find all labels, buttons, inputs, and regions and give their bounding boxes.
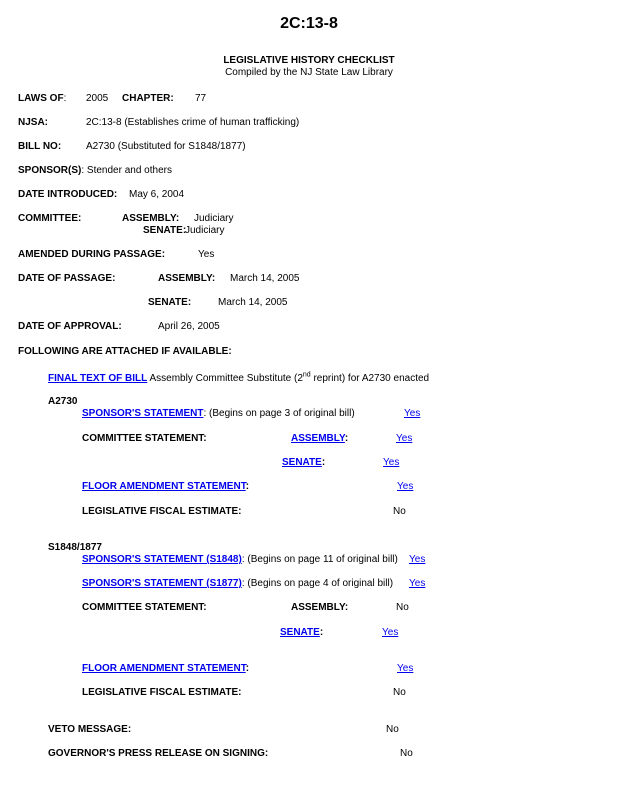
a2730-sponsor-row <box>82 408 355 420</box>
passage-senate-value: March 14, 2005 <box>218 297 288 308</box>
chapter-value: 77 <box>195 93 207 104</box>
final-text-sup: nd <box>302 371 311 379</box>
a2730-sponsor-value[interactable]: Yes <box>404 408 421 419</box>
chapter-label: CHAPTER: <box>122 93 174 104</box>
s1848-fiscal-label: LEGISLATIVE FISCAL ESTIMATE: <box>82 687 242 698</box>
s1848-sponsor2-value[interactable]: Yes <box>409 578 426 589</box>
a2730-committee-assembly-colon: : <box>344 433 349 444</box>
veto-value: No <box>386 724 399 735</box>
sponsor-row <box>18 165 172 177</box>
a2730-committee-senate-colon: : <box>321 457 326 468</box>
following-label: FOLLOWING ARE ATTACHED IF AVAILABLE: <box>18 346 232 357</box>
date-introduced-value: May 6, 2004 <box>129 189 185 200</box>
sponsor-label: SPONSOR(S) <box>18 165 82 176</box>
s1848-committee-assembly-label: ASSEMBLY: <box>291 602 349 613</box>
laws-of-row <box>18 93 66 105</box>
veto-label: VETO MESSAGE: <box>48 724 132 735</box>
s1848-floor-value[interactable]: Yes <box>397 663 414 674</box>
s1848-floor-row <box>82 663 249 675</box>
a2730-floor-link[interactable]: FLOOR AMENDMENT STATEMENT <box>82 481 246 492</box>
njsa-value: 2C:13-8 (Establishes crime of human trafficking) <box>86 117 300 128</box>
amended-value: Yes <box>198 249 215 260</box>
committee-senate-value: Judiciary <box>185 225 225 236</box>
s1848-fiscal-value: No <box>393 687 406 698</box>
a2730-heading: A2730 <box>48 396 78 407</box>
press-release-value: No <box>400 748 413 759</box>
committee-label: COMMITTEE: <box>18 213 82 224</box>
s1848-sponsor1-row <box>82 554 398 566</box>
s1848-committee-assembly-value: No <box>396 602 409 613</box>
a2730-committee-senate-value[interactable]: Yes <box>383 457 400 468</box>
s1848-sponsor1-desc: : (Begins on page 11 of original bill) <box>241 554 398 565</box>
bill-no-label: BILL NO: <box>18 141 62 152</box>
s1848-sponsor2-row <box>82 578 393 590</box>
s1848-sponsor1-link[interactable]: SPONSOR'S STATEMENT (S1848) <box>82 554 242 565</box>
page-subtitle: LEGISLATIVE HISTORY CHECKLIST <box>223 55 395 66</box>
bill-no-value: A2730 (Substituted for S1848/1877) <box>86 141 246 152</box>
date-of-passage-label: DATE OF PASSAGE: <box>18 273 116 284</box>
s1848-committee-label: COMMITTEE STATEMENT: <box>82 602 207 613</box>
s1848-sponsor2-link[interactable]: SPONSOR'S STATEMENT (S1877) <box>82 578 242 589</box>
date-introduced-label: DATE INTRODUCED: <box>18 189 118 200</box>
laws-of-label: LAWS OF <box>18 93 64 104</box>
date-of-approval-value: April 26, 2005 <box>158 321 220 332</box>
s1848-floor-link[interactable]: FLOOR AMENDMENT STATEMENT <box>82 663 246 674</box>
press-release-label: GOVERNOR'S PRESS RELEASE ON SIGNING: <box>48 748 269 759</box>
final-text-link[interactable]: FINAL TEXT OF BILL <box>48 373 148 384</box>
njsa-label: NJSA: <box>18 117 49 128</box>
laws-of-value: 2005 <box>86 93 109 104</box>
amended-label: AMENDED DURING PASSAGE: <box>18 249 166 260</box>
a2730-committee-senate-link[interactable]: SENATE <box>282 457 322 468</box>
a2730-committee-assembly-value[interactable]: Yes <box>396 433 413 444</box>
s1848-sponsor2-desc: : (Begins on page 4 of original bill) <box>241 578 394 589</box>
a2730-committee-label: COMMITTEE STATEMENT: <box>82 433 207 444</box>
a2730-sponsor-desc: : (Begins on page 3 of original bill) <box>203 408 355 419</box>
page-title: 2C:13-8 <box>280 15 338 32</box>
final-text-desc-post: reprint) for A2730 enacted <box>313 373 430 384</box>
sponsor-value: : Stender and others <box>81 165 172 176</box>
a2730-fiscal-label: LEGISLATIVE FISCAL ESTIMATE: <box>82 506 242 517</box>
s1848-committee-senate-colon: : <box>319 627 324 638</box>
s1848-sponsor1-value[interactable]: Yes <box>409 554 426 565</box>
a2730-floor-colon: : <box>245 481 250 492</box>
laws-of-colon: : <box>63 93 67 104</box>
s1848-committee-senate-link[interactable]: SENATE <box>280 627 320 638</box>
committee-senate-label: SENATE: <box>143 225 187 236</box>
s1848-floor-colon: : <box>245 663 250 674</box>
final-text-row <box>48 373 429 385</box>
committee-assembly-value: Judiciary <box>194 213 234 224</box>
a2730-sponsor-link[interactable]: SPONSOR'S STATEMENT <box>82 408 204 419</box>
a2730-fiscal-value: No <box>393 506 406 517</box>
passage-assembly-label: ASSEMBLY: <box>158 273 216 284</box>
a2730-floor-value[interactable]: Yes <box>397 481 414 492</box>
date-of-approval-label: DATE OF APPROVAL: <box>18 321 122 332</box>
compiled-by: Compiled by the NJ State Law Library <box>225 67 393 78</box>
committee-assembly-label: ASSEMBLY: <box>122 213 180 224</box>
a2730-committee-assembly-link[interactable]: ASSEMBLY <box>291 433 345 444</box>
passage-senate-label: SENATE: <box>148 297 192 308</box>
a2730-committee-assembly <box>291 433 348 445</box>
s1848-heading: S1848/1877 <box>48 542 102 553</box>
s1848-committee-senate-value[interactable]: Yes <box>382 627 399 638</box>
passage-assembly-value: March 14, 2005 <box>230 273 300 284</box>
final-text-desc-pre: Assembly Committee Substitute (2 <box>149 373 303 384</box>
s1848-committee-senate <box>280 627 323 639</box>
a2730-committee-senate <box>282 457 325 469</box>
a2730-floor-row <box>82 481 249 493</box>
